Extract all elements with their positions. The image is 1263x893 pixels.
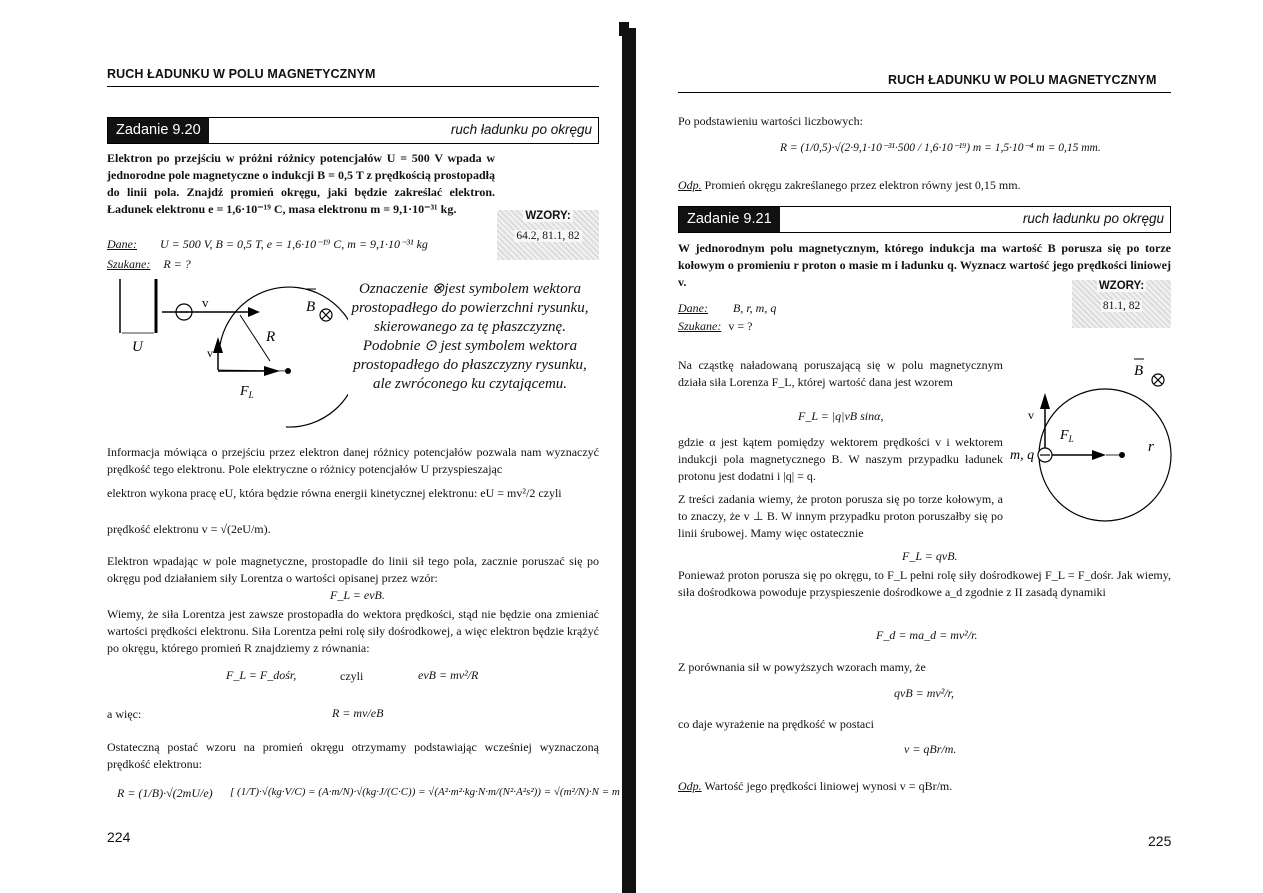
paragraph-1c: prędkość elektronu v = √(2eU/m). [107,522,271,536]
book-spine [622,28,636,893]
fig-label-B-r: B [1134,363,1144,379]
wzory-title: WZORY: [525,210,571,222]
paragraph-r5: Z porównania sił w powyższych wzorach mamy, że [678,660,926,674]
wzory-box [497,210,599,260]
szukane-label: Szukane: [107,257,151,271]
odp-text-2: Wartość jego prędkości liniowej wynosi v = qBr/m. [704,779,953,793]
force-arrowhead-r [1092,450,1106,460]
eq-v: v = qBr/m. [904,742,957,756]
czyli-label: czyli [340,669,364,683]
page-number-left: 224 [107,829,131,845]
odp-label: Odp. [678,178,702,192]
szukane-row [107,256,191,273]
orbit-center-r [1119,452,1125,458]
eq-final: R = (1/B)·√(2mU/e) [117,786,213,800]
eq-qvb: F_L = qvB. [902,549,958,563]
velocity-arrowhead-r [1040,393,1050,409]
task-topic: ruch ładunku po okręgu [450,122,592,137]
paragraph-1b: elektron wykona pracę eU, która będzie równa energii kinetycznej elektronu: eU = mv²/2 czyli [107,486,562,500]
fig-label-v-r: v [1028,408,1034,422]
symbol-note: Oznaczenie ⊗jest symbolem wektora prostopadłego do powierzchni rysunku, skierowanego za tę płaszczyznę. Podobnie ⊙ jest symbolem wektora prostopadłego do płaszczyzny rysunku, ale zwróconego ku czytającemu. [351,281,589,392]
fig-label-U: U [132,339,143,355]
eq-lorentz: F_L = evB. [330,588,385,602]
eq-units: [ (1/T)·√(kg·V/C) = (A·m/N)·√(kg·J/(C·C)) = √(A²·m²·kg·N·m/(N²·A²s²)) = √(m²/N)·N = m ] [230,786,627,798]
velocity-arrowhead [248,307,260,317]
dane-label-2: Dane: [678,301,708,315]
eq-cmp: qvB = mv²/r, [894,686,955,700]
fig-label-mq: m, q [1010,448,1035,463]
dane-values: U = 500 V, B = 0,5 T, e = 1,6·10⁻¹⁹ C, m = 9,1·10⁻³¹ kg [160,237,428,251]
paragraph-r2: gdzie α jest kątem pomiędzy wektorem prędkości v i wektorem indukcji pola magnetycznego B. W naszym przypadku ładunek protonu jest dodatni i |q| = q. [678,435,1003,483]
problem-statement: Elektron po przejściu w próżni różnicy potencjałów U = 500 V wpada w jednorodne pole magnetyczne o indukcji B = 0,5 T z prędkością prostopadłą do linii pola. Znajdź promień okręgu, jaki będzie zakreślać elektron. Ładunek elektronu e = 1,6·10⁻¹⁹ C, masa elektronu m = 9,1·10⁻³¹ kg. [107,151,495,216]
wzory-box-2 [1072,280,1171,328]
task-label: Zadanie 9.20 [108,118,209,143]
paragraph-r3: Z treści zadania wiemy, że proton porusza się po torze kołowym, a to znaczy, że v ⊥ B. W innym przypadku proton poruszałby się po linii śrubowej. Mamy więc ostatecznie [678,492,1003,540]
problem-statement-2: W jednorodnym polu magnetycznym, którego indukcja ma wartość B porusza się po torze kołowym o promieniu r proton o masie m i ładunku q. Wyznacz wartość jego prędkości liniowej v. [678,241,1171,289]
header-rule-right [678,92,1171,93]
paragraph-1: Informacja mówiąca o przejściu przez elektron danej różnicy potencjałów pozwala nam wyznaczyć prędkość tego elektronu. Pole elektryczne o różnicy potencjałów U przyspieszając [107,445,599,476]
szukane-row-2 [678,318,752,335]
eq-subst: R = (1/0,5)·√(2·9,1·10⁻³¹·500 / 1,6·10⁻¹⁹) m = 1,5·10⁻⁴ m = 0,15 mm. [780,142,1101,154]
electron-orbit-figure [108,275,348,435]
odp-text: Promień okręgu zakreślanego przez elektron równy jest 0,15 mm. [704,178,1021,192]
orbit-circle [220,287,348,427]
odp-1 [678,177,1021,194]
left-page [0,0,627,893]
proton-orbit-figure [1010,355,1190,535]
a-wiec-label: a więc: [107,707,142,721]
eq-fd: F_d = ma_d = mv²/r. [876,628,978,642]
fig-label-R: R [266,329,276,345]
szukane-label-2: Szukane: [678,319,722,333]
wzory-title-2: WZORY: [1098,280,1145,292]
fig-label-r: r [1148,439,1154,455]
running-head-left: RUCH ŁADUNKU W POLU MAGNETYCZNYM [107,67,376,81]
right-page [640,0,1263,893]
wzory-values-2: 81.1, 82 [1102,300,1141,312]
dane-values-2: B, r, m, q [733,301,777,315]
fig-label-v2: v [207,346,213,360]
odp-label-2: Odp. [678,779,702,793]
task-header-9-20 [107,117,599,144]
page-number-right: 225 [1148,833,1172,849]
fig-label-FL-r: $F_L$ [1060,428,1074,444]
eq-fl-fdosr: F_L = F_dośr, [226,668,297,682]
header-rule [107,86,599,87]
odp-2 [678,778,952,795]
fig-label-v: v [202,295,209,310]
running-head-right: RUCH ŁADUNKU W POLU MAGNETYCZNYM [888,73,1157,87]
task-header-9-21 [678,206,1171,233]
orbit-center [285,368,291,374]
eq-evb: evB = mv²/R [418,668,479,682]
task-topic-2: ruch ładunku po okręgu [1022,211,1164,226]
task-label-2: Zadanie 9.21 [679,207,780,232]
paragraph-4: Ostateczną postać wzoru na promień okręgu otrzymamy podstawiając wcześniej wyznaczoną prędkość elektronu: [107,740,599,771]
wzory-values: 64.2, 81.1, 82 [516,230,580,242]
dane-row-2 [678,300,776,317]
szukane-values-2: v = ? [728,319,753,333]
paragraph-2: Elektron wpadając w pole magnetyczne, prostopadle do linii sił tego pola, zacznie poruszać się po okręgu pod działaniem siły Lorentza o wartości opisanej przez wzór: [107,554,599,585]
subst-intro: Po podstawieniu wartości liczbowych: [678,114,863,128]
paragraph-r4: Ponieważ proton porusza się po okręgu, to F_L pełni rolę siły dośrodkowej F_L = F_dośr. Jak wiemy, siła dośrodkowa powoduje przyspieszenie dośrodkowe a_d zgodnie z II zasadą dynamiki [678,568,1171,599]
paragraph-r1: Na cząstkę naładowaną poruszającą się w polu magnetycznym działa siła Lorenza F_L, której wartość dana jest wzorem [678,358,1003,389]
paragraph-3: Wiemy, że siła Lorentza jest zawsze prostopadła do wektora prędkości, stąd nie będzie ona zmieniać wartości prędkości elektronu. Siła Lorentza pełni rolę siły dośrodkowej, a więc elektron będzie krążyć po okręgu, którego promień R znajdziemy z równania: [107,607,599,655]
paragraph-r6: co daje wyrażenie na prędkość w postaci [678,717,874,731]
szukane-values: R = ? [163,257,191,271]
eq-R: R = mv/eB [332,706,384,720]
eq-lorentz-r: F_L = |q|vB sinα, [798,409,884,423]
dane-row [107,236,428,253]
fig-label-FL: $F_L$ [240,384,254,400]
dane-label: Dane: [107,237,137,251]
fig-label-B: B [306,299,316,315]
